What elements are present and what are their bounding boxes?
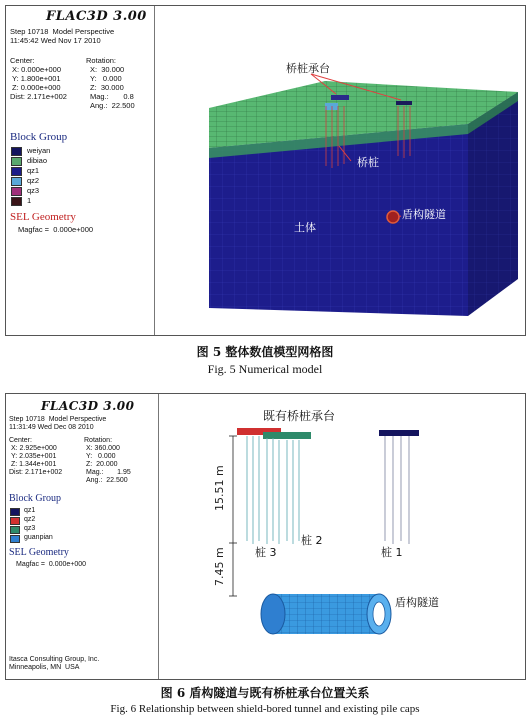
figure-5-caption-cn: 图 5 整体数值模型网格图	[196, 345, 334, 359]
pile-cap-right	[396, 101, 412, 105]
figure-6-footer-company: Itasca Consulting Group, Inc.	[9, 656, 100, 663]
figure-5-caption-en: Fig. 5 Numerical model	[207, 362, 323, 376]
figure-5-center-z: Z: 0.000e+000	[12, 83, 61, 92]
figure-5-mag: Mag.: 0.8	[90, 92, 134, 101]
figure-5-dist: Dist: 2.171e+002	[10, 92, 67, 101]
legend-label: weiyan	[27, 145, 51, 155]
figure-5-step: Step 10718 Model Perspective	[10, 27, 115, 36]
label-pile-2: 桩 2	[301, 534, 323, 547]
figure-6-center-z: Z: 1.344e+001	[11, 461, 57, 468]
figure-5-title: FLAC3D 3.00	[46, 9, 147, 24]
figure-6-rotation-x: X: 360.000	[86, 445, 120, 452]
figure-5-ang: Ang.: 22.500	[90, 101, 135, 110]
label-pile-1: 桩 1	[381, 546, 403, 559]
label-tunnel: 盾构隧道	[395, 596, 439, 609]
legend-label: guanpian	[24, 534, 53, 542]
legend-label: qz3	[24, 525, 36, 533]
figure-6-block-group-heading: Block Group	[9, 493, 61, 504]
figure-5-center-y: Y: 1.800e+001	[12, 74, 61, 83]
figure-5-panel	[5, 5, 526, 336]
figure-6-dist: Dist: 2.171e+002	[9, 469, 63, 476]
figure-6-ang: Ang.: 22.500	[86, 477, 128, 484]
figure-6-title: FLAC3D 3.00	[41, 399, 135, 413]
legend-label: qz1	[24, 507, 36, 515]
legend-item	[10, 516, 53, 525]
figure-5-block-group-heading: Block Group	[10, 131, 68, 143]
legend-item	[11, 146, 50, 156]
legend-swatch	[11, 197, 22, 206]
figure-6-model-view	[159, 394, 525, 679]
legend-label: qz1	[27, 165, 40, 175]
legend-item	[11, 166, 50, 176]
label-pile-cap: 桥桩承台	[286, 62, 330, 75]
figure-6-center-y: Y: 2.035e+001	[11, 453, 57, 460]
legend-swatch	[11, 147, 22, 156]
legend-swatch	[10, 508, 20, 516]
legend-label: dibiao	[27, 155, 48, 165]
figure-5-rotation-y: Y: 0.000	[90, 74, 122, 83]
label-pile-3: 桩 3	[255, 546, 277, 559]
figure-6-rotation-y: Y: 0.000	[86, 453, 116, 460]
figure-6-step: Step 10718 Model Perspective	[9, 416, 107, 423]
legend-item	[10, 534, 53, 543]
figure-6-footer-location: Minneapolis, MN USA	[9, 664, 80, 671]
figure-5-rotation-z: Z: 30.000	[90, 83, 124, 92]
figure-5-legend	[11, 146, 50, 206]
figure-5-model-view	[155, 6, 525, 335]
dim-lower-label: 7.45 m	[213, 547, 226, 586]
legend-item	[11, 156, 50, 166]
legend-item	[10, 507, 53, 516]
legend-item	[11, 196, 50, 206]
label-pile: 桥桩	[357, 156, 379, 169]
label-existing-pile-cap: 既有桥桩承台	[263, 409, 336, 423]
legend-item	[11, 176, 50, 186]
legend-swatch	[10, 517, 20, 525]
legend-label: 1	[27, 195, 32, 205]
pile-cap-left-blue	[325, 103, 338, 110]
figure-6-legend	[10, 507, 53, 543]
figure-5-sel-geometry: SEL Geometry	[10, 211, 76, 223]
figure-6-caption-en: Fig. 6 Relationship between shield-bored tunnel and existing pile caps	[110, 703, 420, 715]
dimension-lines	[229, 436, 237, 596]
figure-6-panel	[5, 393, 526, 680]
pile-cap-green	[263, 432, 311, 439]
legend-swatch	[11, 157, 22, 166]
tunnel-section	[387, 211, 399, 223]
tunnel-model	[261, 594, 391, 634]
pile-group-left	[247, 436, 299, 544]
figure-6-caption-cn: 图 6 盾构隧道与既有桥桩承台位置关系	[160, 686, 370, 700]
figure-5-center-x: X: 0.000e+000	[12, 65, 62, 74]
figure-5-rotation-x: X: 30.000	[90, 65, 125, 74]
figure-6-center-x: X: 2.925e+000	[11, 445, 57, 452]
legend-swatch	[11, 187, 22, 196]
legend-swatch	[11, 177, 22, 186]
dim-upper-label: 15.51 m	[213, 465, 226, 511]
legend-item	[10, 525, 53, 534]
figure-6-rotation-z: Z: 20.000	[86, 461, 118, 468]
pile-group-right	[385, 436, 409, 544]
legend-swatch	[10, 535, 20, 543]
figure-6-sel-geometry: SEL Geometry	[9, 547, 69, 558]
pile-cap-dark	[379, 430, 419, 436]
figure-5-rotation-label: Rotation:	[86, 56, 117, 65]
legend-label: qz3	[27, 185, 40, 195]
figure-5-center-label: Center:	[10, 56, 35, 65]
legend-swatch	[10, 526, 20, 534]
legend-label: qz2	[24, 516, 36, 524]
figure-6-time: 11:31:49 Wed Dec 08 2010	[9, 424, 94, 431]
label-tunnel: 盾构隧道	[402, 208, 446, 221]
figure-5-magfac: Magfac = 0.000e+000	[18, 225, 94, 234]
pile-cap-left	[331, 95, 349, 100]
legend-swatch	[11, 167, 22, 176]
figure-5-time: 11:45:42 Wed Nov 17 2010	[10, 36, 101, 45]
figure-6-rotation-label: Rotation:	[84, 437, 113, 444]
figure-6-mag: Mag.: 1.95	[86, 469, 131, 476]
legend-item	[11, 186, 50, 196]
figure-5-info-panel	[6, 6, 155, 335]
legend-label: qz2	[27, 175, 40, 185]
figure-6-magfac: Magfac = 0.000e+000	[16, 561, 87, 568]
label-soil: 土体	[294, 221, 316, 234]
figure-6-info-panel	[6, 394, 159, 679]
figure-6-center-label: Center:	[9, 437, 32, 444]
